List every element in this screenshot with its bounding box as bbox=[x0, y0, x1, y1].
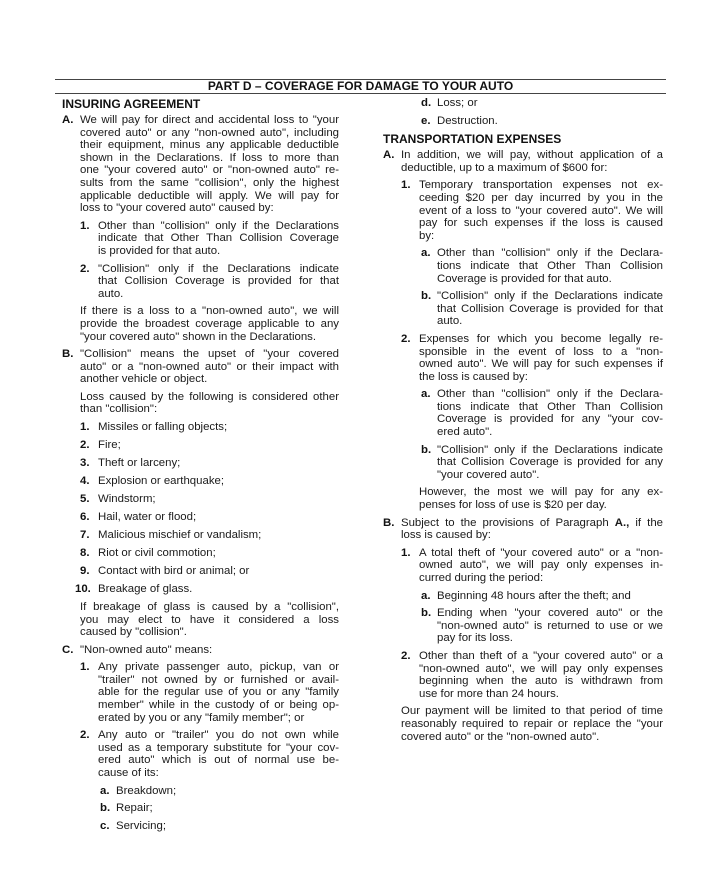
text-line bbox=[401, 517, 663, 530]
label: 1. bbox=[80, 421, 90, 434]
label: 4. bbox=[80, 475, 90, 488]
text-line: pay for such expenses if the loss is caused bbox=[419, 217, 663, 230]
paragraph-text bbox=[80, 348, 339, 386]
list-item bbox=[62, 475, 339, 488]
list-item bbox=[383, 333, 663, 383]
sub-list-item-text bbox=[437, 290, 663, 328]
text-line: auto. bbox=[98, 287, 124, 300]
list-item bbox=[62, 493, 339, 506]
label: b. bbox=[421, 607, 432, 620]
sub-list-item bbox=[383, 97, 663, 110]
list-item bbox=[62, 511, 339, 524]
label: a. bbox=[421, 589, 431, 602]
list-item-text: Breakage of glass. bbox=[98, 582, 193, 595]
text-line: another vehicle or object. bbox=[80, 373, 208, 386]
text-line: use for more than 24 hours. bbox=[419, 687, 559, 700]
sub-list-item bbox=[383, 388, 663, 438]
text-line: loss is caused by: bbox=[401, 529, 491, 542]
label: 1. bbox=[80, 661, 90, 674]
list-item-text: Missiles or falling objects; bbox=[98, 421, 228, 434]
label: 2. bbox=[401, 649, 411, 662]
text-line: auto. bbox=[437, 315, 463, 328]
paragraph-C bbox=[62, 644, 339, 657]
text-line: However, the most we will pay for any ex- bbox=[419, 486, 663, 499]
text-line: sponsible in the event of loss to a "non- bbox=[419, 345, 663, 358]
paragraph-text bbox=[80, 305, 339, 343]
text-line: "your covered auto" shown in the Declarations. bbox=[80, 330, 317, 343]
text-line: indicate that Other Than Collision Coverage bbox=[98, 232, 339, 245]
text-line: owned auto", we will pay only expenses in- bbox=[419, 559, 663, 572]
label: 1. bbox=[80, 219, 90, 232]
sub-list-item-text bbox=[437, 590, 663, 603]
paragraph bbox=[62, 601, 339, 639]
text-line: "Collision" means the upset of "your covered bbox=[80, 348, 339, 361]
text-line: event of a loss to "your covered auto". We will bbox=[419, 204, 663, 217]
list-item-text bbox=[98, 263, 339, 301]
paragraph bbox=[62, 305, 339, 343]
text-line: tions indicate that Other Than Collision bbox=[437, 400, 663, 413]
text-line: Coverage is provided for that auto. bbox=[437, 272, 612, 285]
paragraph-text bbox=[80, 644, 339, 657]
text-line: Any private passenger auto, pickup, van or bbox=[98, 661, 339, 674]
list-item-text bbox=[419, 179, 663, 242]
label: b. bbox=[421, 443, 432, 456]
paragraph-text bbox=[80, 601, 339, 639]
text-line: Loss caused by the following is considered other bbox=[80, 390, 339, 403]
label: 6. bbox=[80, 510, 90, 523]
list-item bbox=[62, 457, 339, 470]
text-line: ered auto" which is out of normal use be- bbox=[98, 754, 339, 767]
text-line: "Collision" only if the Declarations indicate bbox=[437, 290, 663, 303]
text-line: "non-owned auto", we will pay only expenses bbox=[419, 662, 663, 675]
text-line: ceeding $20 per day incurred by you in the bbox=[419, 191, 663, 204]
text-line: one "your covered auto" or "non-owned auto" re- bbox=[80, 164, 339, 177]
list-item bbox=[383, 650, 663, 700]
list-item bbox=[62, 529, 339, 542]
text-line: auto" or a "non-owned auto" or their impact with bbox=[80, 360, 339, 373]
text-line: Other than "collision" only if the Declarations bbox=[98, 219, 339, 232]
text-line: beginning when the auto is withdrawn from bbox=[419, 675, 663, 688]
closing-paragraph bbox=[383, 705, 663, 743]
text-line: cause of its: bbox=[98, 767, 159, 780]
sub-list-item bbox=[383, 290, 663, 328]
label: a. bbox=[100, 784, 110, 797]
text-line: that Collision Coverage is provided for that bbox=[98, 275, 339, 288]
list-item bbox=[62, 729, 339, 779]
text-run: if the bbox=[629, 516, 663, 529]
text-line: reasonably required to repair or replace the "your bbox=[401, 717, 663, 730]
list-item-text: Riot or civil commotion; bbox=[98, 546, 216, 559]
text-line: Other than theft of a "your covered auto" or a bbox=[419, 649, 663, 662]
sub-list-item-text: Loss; or bbox=[437, 97, 478, 109]
list-item bbox=[383, 179, 663, 242]
insuring-agreement-heading: INSURING AGREEMENT bbox=[62, 97, 201, 111]
text-line: "trailer" not owned by or furnished or avail- bbox=[98, 673, 339, 686]
text-line: applicable deductible will apply. We will pay for bbox=[80, 189, 339, 202]
text-line: "Collision" only if the Declarations indicate bbox=[98, 262, 339, 275]
label: B. bbox=[62, 348, 74, 361]
list-item bbox=[62, 547, 339, 560]
label: b. bbox=[421, 290, 432, 303]
list-item-text: Hail, water or flood; bbox=[98, 510, 197, 523]
text-line: Coverage is provided for any "your cov- bbox=[437, 413, 663, 426]
label: e. bbox=[421, 114, 431, 127]
label: 5. bbox=[80, 493, 90, 505]
text-line: penses for loss of use is $20 per day. bbox=[419, 499, 607, 512]
text-line: used as a temporary substitute for "your cov- bbox=[98, 741, 339, 754]
list-item bbox=[62, 661, 339, 724]
label: 8. bbox=[80, 546, 90, 559]
text-line: Any auto or "trailer" you do not own while bbox=[98, 729, 339, 742]
label: d. bbox=[421, 97, 432, 109]
text-line: that Collision Coverage is provided for any bbox=[437, 456, 663, 469]
list-item-text: Theft or larceny; bbox=[98, 457, 181, 470]
text-line: that Collision Coverage is provided for that bbox=[437, 302, 663, 315]
paragraph-text bbox=[419, 486, 663, 511]
list-item-text: Malicious mischief or vandalism; bbox=[98, 528, 262, 541]
text-line: tions indicate that Other Than Collision bbox=[437, 259, 663, 272]
sub-list-item-text: Destruction. bbox=[437, 114, 498, 127]
label: a. bbox=[421, 388, 431, 401]
text-line: you may elect to have it considered a loss bbox=[80, 613, 339, 626]
text-line: than "collision": bbox=[80, 403, 158, 416]
paragraph-B bbox=[62, 348, 339, 386]
text-line: Ending when "your covered auto" or the bbox=[437, 607, 663, 620]
label: 9. bbox=[80, 564, 90, 577]
sub-list-item-text bbox=[437, 444, 663, 482]
list-item-text bbox=[98, 661, 339, 724]
text-run: Subject to the provisions of Paragraph bbox=[401, 516, 615, 529]
list-item-text bbox=[419, 547, 663, 585]
paragraph bbox=[383, 486, 663, 511]
label: 7. bbox=[80, 528, 90, 541]
text-line: Other than "collision" only if the Declara- bbox=[437, 247, 663, 260]
paragraph-text bbox=[80, 114, 339, 215]
text-line: sults from the same "collision", only the highest bbox=[80, 176, 339, 189]
label: c. bbox=[100, 819, 110, 832]
label: B. bbox=[383, 516, 395, 529]
paragraph bbox=[62, 391, 339, 416]
label: b. bbox=[100, 802, 111, 815]
text-line: is provided for that auto. bbox=[98, 244, 221, 257]
text-line: "Non-owned auto" means: bbox=[80, 643, 213, 656]
paragraph-text bbox=[401, 149, 663, 174]
text-line: deductible, up to a maximum of $600 for: bbox=[401, 161, 608, 174]
label: 2. bbox=[401, 332, 411, 345]
text-line: caused by "collision". bbox=[80, 626, 187, 639]
text-line: shown in the Declarations. If loss to more than bbox=[80, 151, 339, 164]
list-item-text: Fire; bbox=[98, 439, 121, 452]
paragraph-text bbox=[401, 705, 663, 743]
title-underline-rule bbox=[55, 93, 666, 94]
text-line: erated by you or any "family member"; or bbox=[98, 711, 305, 724]
text-line: "your covered auto". bbox=[437, 468, 540, 481]
label: 10. bbox=[75, 582, 91, 595]
list-item-text: Windstorm; bbox=[98, 493, 156, 505]
label: a. bbox=[421, 247, 431, 260]
right-column bbox=[383, 97, 663, 748]
label: 2. bbox=[80, 729, 90, 742]
text-line: provide the broadest coverage applicable to any bbox=[80, 317, 339, 330]
list-item-text: Contact with bird or animal; or bbox=[98, 564, 250, 577]
text-line: owned auto". We will pay for such expenses if bbox=[419, 358, 663, 371]
sub-list-item-text: Servicing; bbox=[116, 819, 167, 832]
label: 2. bbox=[80, 262, 90, 275]
text-line: covered auto" or the "non-owned auto". bbox=[401, 730, 600, 743]
text-line: We will pay for direct and accidental loss to "your bbox=[80, 114, 339, 126]
label: A. bbox=[62, 114, 74, 126]
text-line: If breakage of glass is caused by a "collision", bbox=[80, 600, 339, 613]
list-item-text bbox=[419, 333, 663, 383]
list-item bbox=[62, 565, 339, 578]
text-line: member" while in the custody of or being op- bbox=[98, 699, 339, 712]
text-line: If there is a loss to a "non-owned auto", we will bbox=[80, 305, 339, 318]
sub-list-item-text: Repair; bbox=[116, 802, 153, 815]
list-item bbox=[62, 439, 339, 452]
label: 2. bbox=[80, 439, 90, 452]
text-line: "non-owned auto" is returned to use or we bbox=[437, 619, 663, 632]
sub-list-item-text bbox=[437, 247, 663, 285]
text-line: their equipment, minus any applicable deductible bbox=[80, 139, 339, 152]
sub-list-item bbox=[383, 115, 663, 128]
paragraph-reference: A., bbox=[614, 516, 630, 529]
paragraph-B bbox=[383, 517, 663, 542]
text-line: by: bbox=[419, 229, 435, 242]
text-line: able for the regular use of you or any "family bbox=[98, 686, 339, 699]
list-item-text bbox=[419, 650, 663, 700]
text-line: Temporary transportation expenses not ex- bbox=[419, 179, 663, 192]
text-line: Expenses for which you become legally re- bbox=[419, 332, 663, 345]
sub-list-item bbox=[383, 607, 663, 645]
list-item bbox=[62, 421, 339, 434]
sub-list-item bbox=[383, 590, 663, 603]
text-line: "Collision" only if the Declarations indicate bbox=[437, 443, 663, 456]
sub-list-item bbox=[383, 247, 663, 285]
transportation-expenses-heading: TRANSPORTATION EXPENSES bbox=[383, 132, 562, 147]
paragraph-A bbox=[62, 114, 339, 215]
sub-list-item-text: Breakdown; bbox=[116, 784, 177, 797]
paragraph-text bbox=[401, 517, 663, 542]
text-line: Our payment will be limited to that period of time bbox=[401, 705, 663, 718]
collision-exclusion-list bbox=[62, 421, 339, 595]
list-item bbox=[62, 220, 339, 258]
list-item-text bbox=[98, 220, 339, 258]
text-line: In addition, we will pay, without application of a bbox=[401, 149, 663, 162]
text-line: Beginning 48 hours after the theft; and bbox=[437, 589, 631, 602]
paragraph-text bbox=[80, 391, 339, 416]
list-item-text: Explosion or earthquake; bbox=[98, 475, 225, 488]
text-line: covered auto" or any "non-owned auto", including bbox=[80, 126, 339, 139]
text-line: pay for its loss. bbox=[437, 632, 513, 645]
sub-list-item bbox=[62, 785, 339, 798]
label: A. bbox=[383, 149, 395, 162]
text-line: ered auto". bbox=[437, 426, 493, 439]
left-column bbox=[62, 97, 339, 837]
list-item-text bbox=[98, 729, 339, 779]
label: 1. bbox=[401, 546, 411, 559]
sub-list-item bbox=[383, 444, 663, 482]
label: 3. bbox=[80, 457, 90, 470]
list-item bbox=[383, 547, 663, 585]
text-line: curred during the period: bbox=[419, 572, 544, 584]
list-item bbox=[62, 583, 339, 596]
label: 1. bbox=[401, 179, 411, 192]
paragraph-A bbox=[383, 149, 663, 174]
sub-list-item bbox=[62, 802, 339, 815]
sub-list-item bbox=[62, 820, 339, 833]
label: C. bbox=[62, 643, 74, 656]
text-line: loss to "your covered auto" caused by: bbox=[80, 202, 274, 215]
text-line: A total theft of "your covered auto" or a "non- bbox=[419, 546, 663, 559]
text-line: Other than "collision" only if the Declara- bbox=[437, 388, 663, 401]
text-line: the loss is caused by: bbox=[419, 370, 528, 383]
sub-list-item-text bbox=[437, 388, 663, 438]
sub-list-item-text bbox=[437, 607, 663, 645]
part-title: PART D – COVERAGE FOR DAMAGE TO YOUR AUTO bbox=[207, 79, 514, 93]
list-item bbox=[62, 263, 339, 301]
